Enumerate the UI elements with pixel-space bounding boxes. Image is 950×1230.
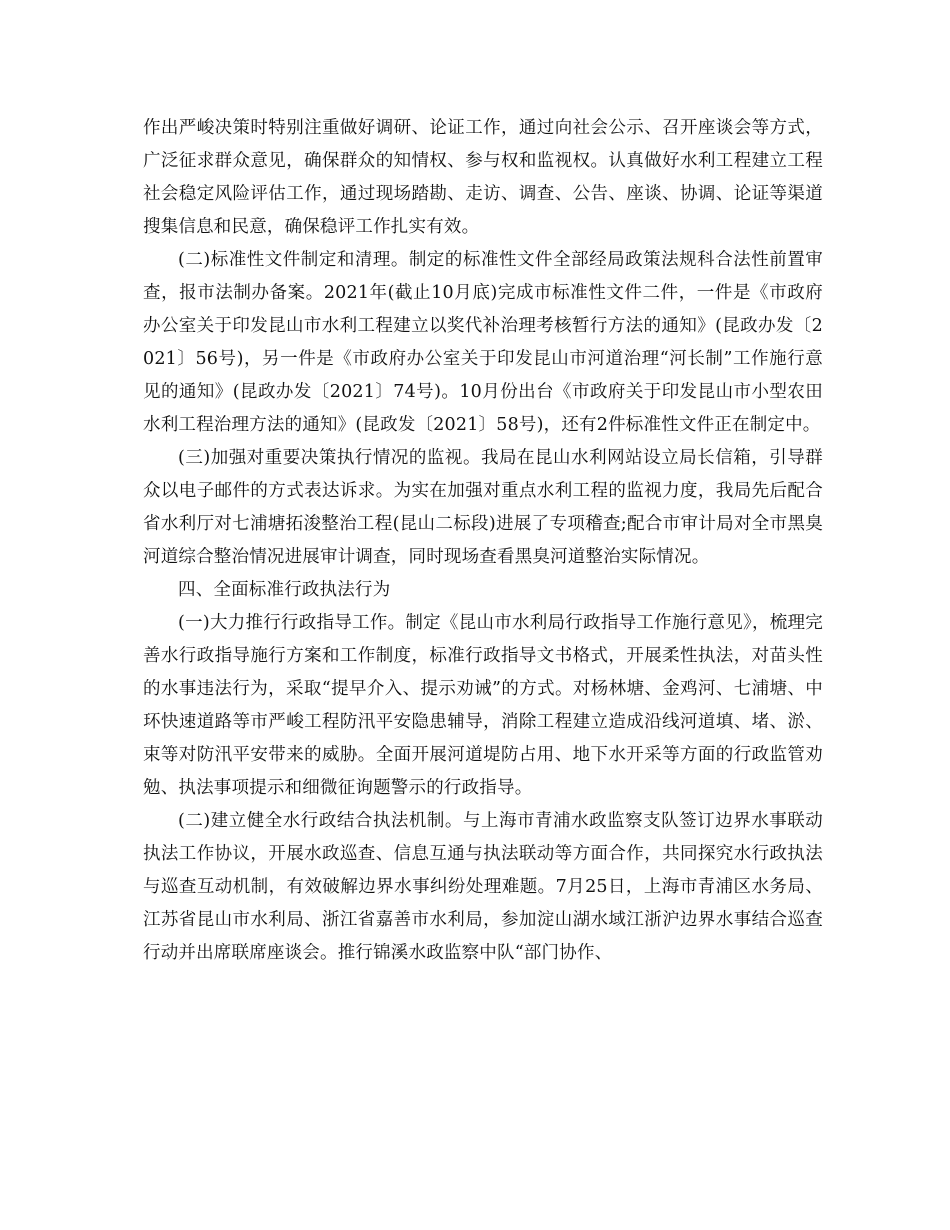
paragraph-continued: 作出严峻决策时特别注重做好调研、论证工作，通过向社会公示、召开座谈会等方式，广泛征求群众意见，确保群众的知情权、参与权和监视权。认真做好水利工程建立工程社会稳定风险评估工作，通过现场踏勘、走访、调查、公告、座谈、协调、论证等渠道搜集信息和民意，确保稳评工作扎实有效。 [143,118,823,237]
paragraph-decision-supervision: (三)加强对重要决策执行情况的监视。我局在昆山水利网站设立局长信箱，引导群众以电子邮件的方式表达诉求。为实在加强对重点水利工程的监视力度，我局先后配合省水利厅对七浦塘拓浚整治工程(昆山二标段)进展了专项稽查;配合市审计局对全市黑臭河道综合整治情况进展审计调查，同时现场查看黑臭河道整治实际情况。 [143,448,823,567]
section-heading: 四、全面标准行政执法行为 [178,580,391,600]
paragraph-joint-enforcement: (二)建立健全水行政结合执法机制。与上海市青浦水政监察支队签订边界水事联动执法工作协议，开展水政巡查、信息互通与执法联动等方面合作，共同探究水行政执法与巡查互动机制，有效破解边界水事纠纷处理难题。7月25日，上海市青浦区水务局、江苏省昆山市水利局、浙江省嘉善市水利局，参加淀山湖水域江浙沪边界水事结合巡查行动并出席联席座谈会。推行锦溪水政监察中队“部门协作、 [143,811,823,963]
document-body [143,112,823,970]
paragraph-administrative-guidance: (一)大力推行行政指导工作。制定《昆山市水利局行政指导工作施行意见》，梳理完善水行政指导施行方案和工作制度，标准行政指导文书格式，开展柔性执法，对苗头性的水事违法行为，采取“提早介入、提示劝诫”的方式。对杨林塘、金鸡河、七浦塘、中环快速道路等市严峻工程防汛平安隐患辅导，消除工程建立造成沿线河道填、堵、淤、束等对防汛平安带来的威胁。全面开展河道堤防占用、地下水开采等方面的行政监管劝勉、执法事项提示和细微征询题警示的行政指导。 [143,613,823,798]
paragraph-normative-documents: (二)标准性文件制定和清理。制定的标准性文件全部经局政策法规科合法性前置审查，报市法制办备案。2021年(截止10月底)完成市标准性文件二件，一件是《市政府办公室关于印发昆山市水利工程建立以奖代补治理考核暂行方法的通知》(昆政办发〔2021〕56号)，另一件是《市政府办公室关于印发昆山市河道治理“河长制”工作施行意见的通知》(昆政办发〔2021〕74号)。10月份出台《市政府关于印发昆山市小型农田水利工程治理方法的通知》(昆政发〔2021〕58号)，还有2件标准性文件正在制定中。 [143,250,823,435]
